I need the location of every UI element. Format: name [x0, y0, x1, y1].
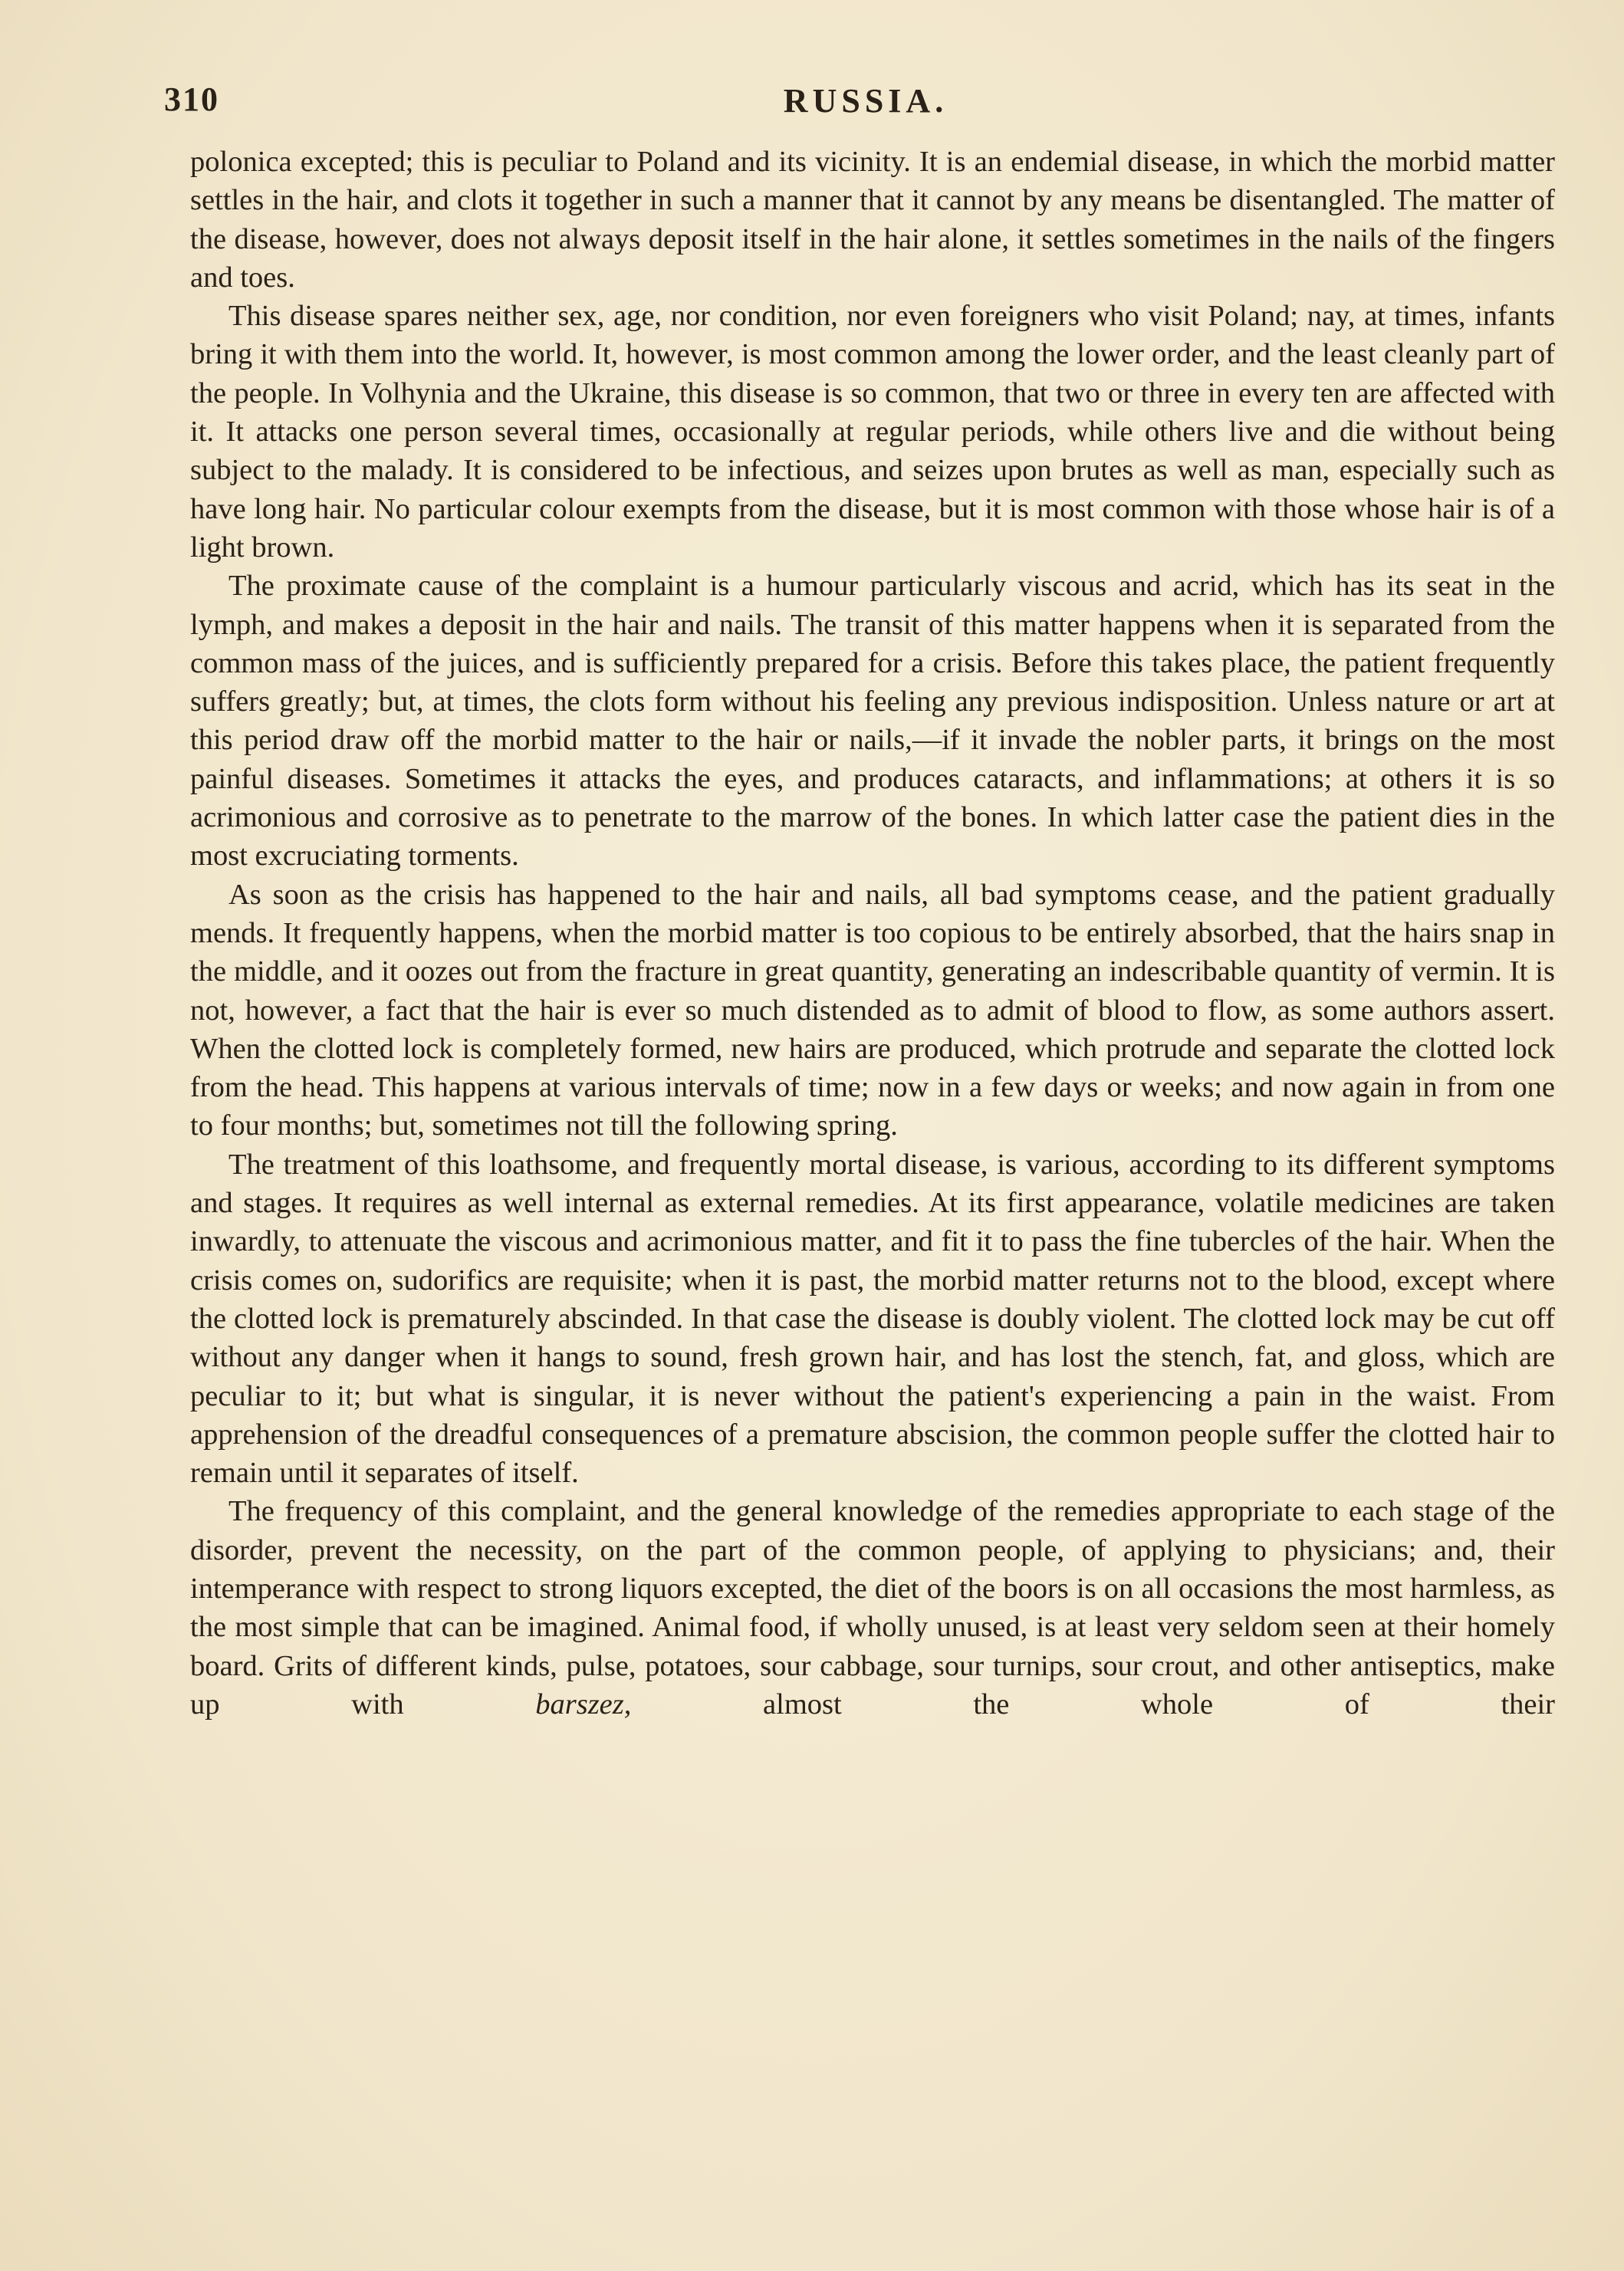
paragraph: As soon as the crisis has happened to the hair and nails, all bad symptoms cease, and the patient gradually mends. It frequently happens, when the morbid matter is too copious to be entirely absorbed, that the hairs snap in the middle, and it oozes out from the fracture in great quantity, generating an indescribable quantity of vermin. It is not, however, a fact that the hair is ever so much distended as to admit of blood to flow, as some authors assert. When the clotted lock is completely formed, new hairs are produced, which protrude and separate the clotted lock from the head. This happens at various intervals of time; now in a few days or weeks; and now again in from one to four months; but, sometimes not till the following spring.	[190, 878, 1555, 1142]
paragraph	[190, 1492, 1555, 1724]
body-text	[190, 143, 1555, 1724]
paragraph: The proximate cause of the complaint is a humour particularly viscous and acrid, which has its seat in the lymph, and makes a deposit in the hair and nails. The transit of this matter happens when it is separated from the common mass of the juices, and is sufficiently prepared for a crisis. Before this takes place, the patient frequently suffers greatly; but, at times, the clots form without his feeling any previous indisposition. Unless nature or art at this period draw off the morbid matter to the hair or nails,—if it invade the nobler parts, it brings on the most painful diseases. Sometimes it attacks the eyes, and produces cataracts, and inflammations; at others it is so acrimonious and corrosive as to penetrate to the marrow of the bones. In which latter case the patient dies in the most excruciating torments.	[190, 570, 1555, 873]
page-number: 310	[164, 81, 219, 118]
paragraph: polonica excepted; this is peculiar to Poland and its vicinity. It is an endemial disease, in which the morbid matter settles in the hair, and clots it together in such a manner that it cannot by any means be disentangled. The matter of the disease, however, does not always deposit itself in the hair alone, it settles sometimes in the nails of the fingers and toes.	[190, 146, 1555, 294]
italic-term: barszez,	[535, 1688, 632, 1721]
paragraph-text-end: almost the whole of their	[763, 1688, 1555, 1721]
paragraph: The treatment of this loathsome, and frequently mortal disease, is various, according to its different symptoms and stages. It requires as well internal as external remedies. At its first appearance, volatile medicines are taken inwardly, to attenuate the viscous and acrimonious matter, and fit it to pass the fine tubercles of the hair. When the crisis comes on, sudorifics are requisite; when it is past, the morbid matter returns not to the blood, except where the clotted lock is prematurely abscinded. In that case the disease is doubly violent. The clotted lock may be cut off without any danger when it hangs to sound, fresh grown hair, and has lost the stench, fat, and gloss, which are peculiar to it; but what is singular, it is never without the patient's experiencing a pain in the waist. From apprehension of the dreadful consequences of a premature abscision, the common people suffer the clotted hair to remain until it separates of itself.	[190, 1148, 1555, 1490]
running-title: RUSSIA.	[783, 82, 948, 120]
paragraph-text: The frequency of this complaint, and the general knowledge of the remedies appropriate to each stage of the disorder, prevent the necessity, on the part of the common people, of applying to physicians; and, their intemperance with respect to strong liquors excepted, the diet of the boors is on all occasions the most harmless, as the most simple that can be imagined. Animal food, if wholly unused, is at least very seldom seen at their homely board. Grits of different kinds, pulse, potatoes, sour cabbage, sour turnips, sour crout, and other antiseptics, make up with	[190, 1495, 1555, 1721]
paragraph: This disease spares neither sex, age, nor condition, nor even foreigners who visit Poland; nay, at times, infants bring it with them into the world. It, however, is most common among the lower order, and the least cleanly part of the people. In Volhynia and the Ukraine, this disease is so common, that two or three in every ten are affected with it. It attacks one person several times, occasionally at regular periods, while others live and die without being subject to the malady. It is considered to be infectious, and seizes upon brutes as well as man, especially such as have long hair. No particular colour exempts from the disease, but it is most common with those whose hair is of a light brown.	[190, 300, 1555, 564]
running-header	[164, 80, 1567, 126]
